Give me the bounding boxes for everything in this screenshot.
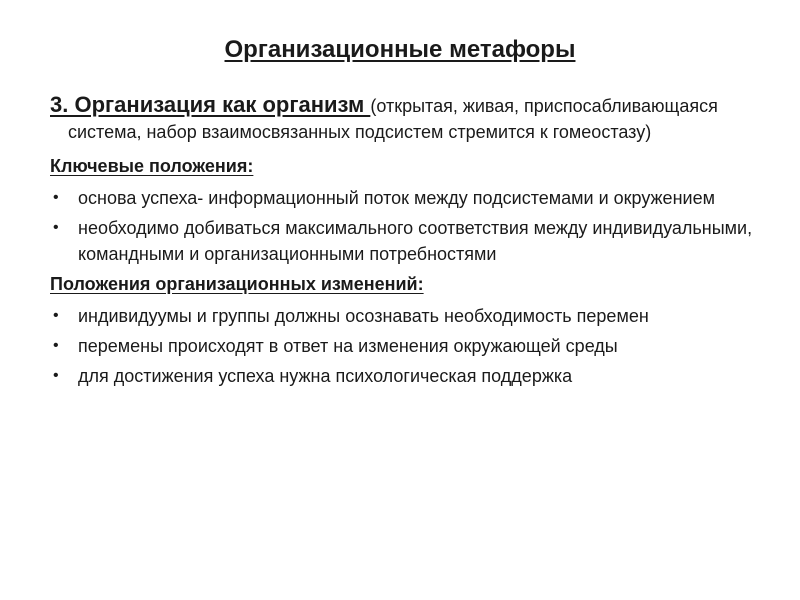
section-label-key-points: Ключевые положения: bbox=[50, 156, 254, 176]
change-points-list bbox=[50, 303, 770, 389]
slide-content bbox=[50, 92, 770, 393]
bullet-icon: • bbox=[53, 337, 59, 354]
list-item-text: перемены происходят в ответ на изменения окружающей среды bbox=[78, 336, 618, 356]
bullet-icon: • bbox=[53, 189, 59, 206]
list-item-text: основа успеха- информационный поток между подсистемами и окружением bbox=[78, 188, 715, 208]
bullet-icon: • bbox=[53, 219, 59, 236]
list-item-text: для достижения успеха нужна психологическая поддержка bbox=[78, 366, 573, 386]
list-item bbox=[50, 303, 770, 329]
list-item bbox=[50, 333, 770, 359]
bullet-icon: • bbox=[53, 307, 59, 324]
list-item-text: индивидуумы и группы должны осознавать необходимость перемен bbox=[78, 306, 649, 326]
list-item bbox=[50, 363, 770, 389]
metaphor-heading bbox=[50, 92, 770, 145]
slide-title: Организационные метафоры bbox=[224, 36, 576, 63]
list-item bbox=[50, 185, 770, 211]
metaphor-heading-main: 3. Организация как организм bbox=[50, 92, 371, 117]
list-item-text: необходимо добиваться максимального соответствия между индивидуальными, командными и организационными потребностями bbox=[78, 218, 753, 264]
list-item bbox=[50, 215, 770, 267]
bullet-icon: • bbox=[53, 367, 59, 384]
section-label-change-points: Положения организационных изменений: bbox=[50, 274, 424, 294]
metaphor-heading-description: (открытая, живая, приспосабливающаяся система, набор взаимосвязанных подсистем стремится к гомеостазу) bbox=[68, 96, 718, 142]
key-points-list bbox=[50, 185, 770, 267]
